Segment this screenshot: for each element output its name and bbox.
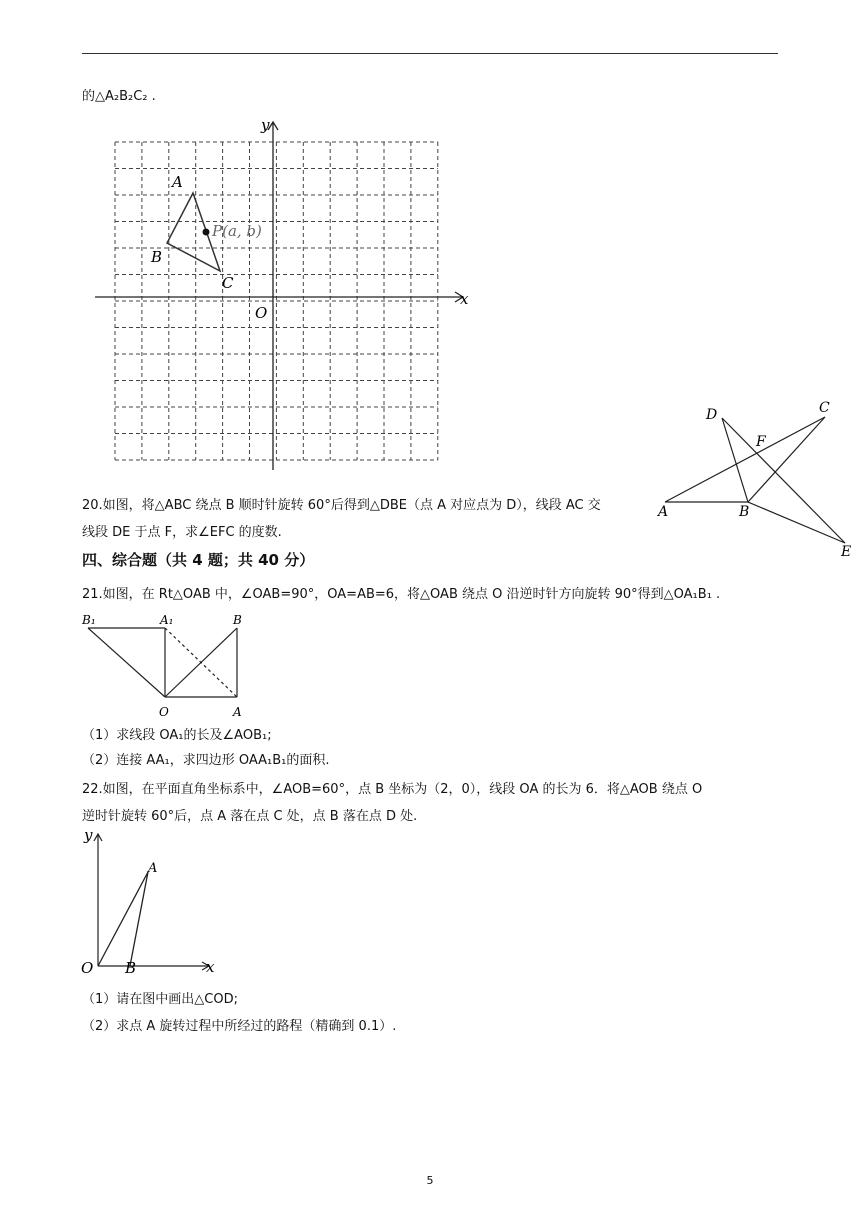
q20-line2: 线段 DE 于点 F，求∠EFC 的度数. [82,525,282,540]
q21-part2: （2）连接 AA₁，求四边形 OAA₁B₁的面积. [82,753,330,768]
q22-part1: （1）请在图中画出△COD; [82,992,238,1007]
f21-a: A [233,705,242,719]
origin-label: O [255,304,268,322]
f20-f: F [756,434,766,450]
q22-line1: 22.如图，在平面直角坐标系中，∠AOB=60°，点 B 坐标为（2，0），线段 OA 的长为 6．将△AOB 绕点 O [82,782,703,797]
point-a-label: A [172,173,183,191]
x-axis-label: x [460,290,469,308]
f22-y: y [84,826,93,844]
f22-x: x [206,958,215,976]
figure-21 [78,610,258,720]
q22-line2: 逆时针旋转 60°后，点 A 落在点 C 处，点 B 落在点 D 处. [82,809,418,824]
f21-b: B [233,613,242,627]
figure-19-grid [95,112,475,477]
q21-stem: 21.如图，在 Rt△OAB 中，∠OAB=90°，OA=AB=6，将△OAB 绕点 O 沿逆时针方向旋转 90°得到△OA₁B₁ . [82,587,721,602]
q22-part2: （2）求点 A 旋转过程中所经过的路程（精确到 0.1）. [82,1019,397,1034]
y-axis-label: y [261,116,270,134]
q20-line1: 20.如图，将△ABC 绕点 B 顺时针旋转 60°后得到△DBE（点 A 对应点为 D），线段 AC 交 [82,498,601,513]
page-number: 5 [426,1174,434,1187]
point-p-label: P(a, b) [212,222,262,240]
f22-o: O [81,959,94,977]
figure-22 [78,826,223,981]
f20-b: B [739,504,750,520]
header-rule [82,53,778,54]
f20-e: E [841,544,852,560]
section-4-heading: 四、综合题（共 4 题；共 40 分） [82,551,315,569]
q21-part1: （1）求线段 OA₁的长及∠AOB₁; [82,728,272,743]
f22-a: A [148,861,158,876]
point-c-label: C [222,274,234,292]
figure-20 [650,400,860,560]
point-b-label: B [151,248,163,266]
f20-c: C [819,400,830,416]
f21-a1: A₁ [160,613,174,627]
f20-d: D [706,407,718,423]
f21-o: O [159,705,169,719]
q19-tail: 的△A₂B₂C₂ . [82,89,156,104]
f20-a: A [658,504,669,520]
f22-b: B [125,959,137,977]
f21-b1: B₁ [82,613,96,627]
